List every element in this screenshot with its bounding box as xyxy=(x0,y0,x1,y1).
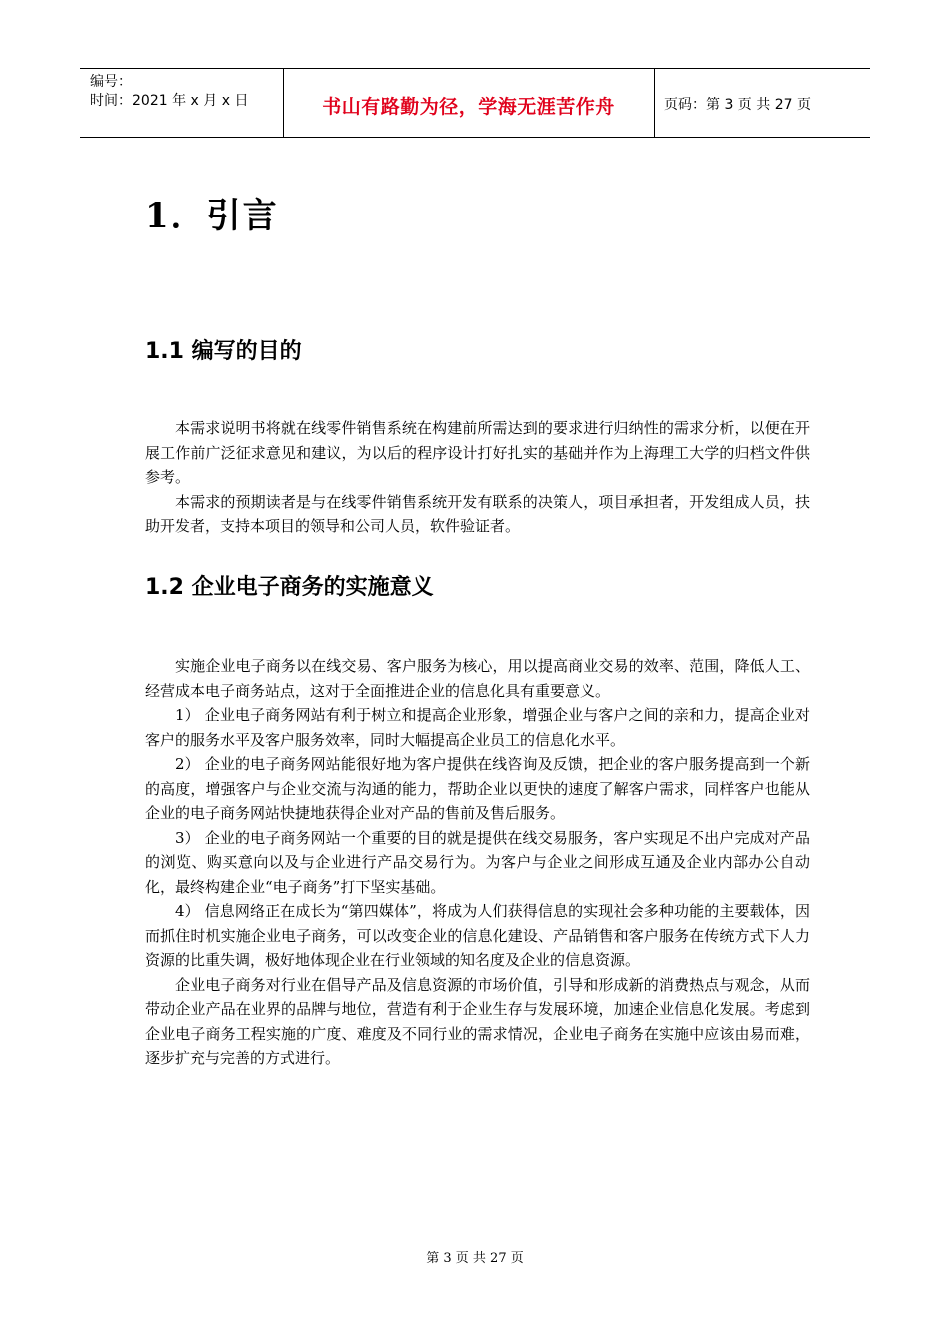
paragraph: 企业电子商务对行业在倡导产品及信息资源的市场价值，引导和形成新的消费热点与观念，从而带动企业产品在业界的品牌与地位，营造有利于企业生存与发展环境，加速企业信息化发展。考虑到企业电子商务工程实施的广度、难度及不同行业的需求情况，企业电子商务在实施中应该由易而难，逐步扩充与完善的方式进行。 xyxy=(145,975,810,1067)
paragraph: 实施企业电子商务以在线交易、客户服务为核心，用以提高商业交易的效率、范围，降低人工、经营成本电子商务站点，这对于全面推进企业的信息化具有重要意义。 xyxy=(145,657,810,700)
list-item: 2） 企业的电子商务网站能很好地为客户提供在线咨询及反馈，把企业的客户服务提高到一个新的高度，增强客户与企业交流与沟通的能力，帮助企业以更快的速度了解客户需求，同样客户也能从企业的电子商务网站快捷地获得企业对产品的售前及售后服务。 xyxy=(145,755,810,822)
section-heading-1-2: 1.2 企业电子商务的实施意义 xyxy=(145,575,434,600)
header-meta-cell xyxy=(80,69,284,137)
list-item: 1） 企业电子商务网站有利于树立和提高企业形象，增强企业与客户之间的亲和力，提高企业对客户的服务水平及客户服务效率，同时大幅提高企业员工的信息化水平。 xyxy=(145,706,810,749)
chapter-title: 1．引言 xyxy=(145,196,279,236)
section-body-1-1 xyxy=(145,416,810,539)
section-body-1-2 xyxy=(145,654,810,1071)
header-motto-cell xyxy=(283,69,655,137)
motto-text: 书山有路勤为径，学海无涯苦作舟 xyxy=(322,96,615,118)
paragraph: 本需求说明书将就在线零件销售系统在构建前所需达到的要求进行归纳性的需求分析，以便在开展工作前广泛征求意见和建议，为以后的程序设计打好扎实的基础并作为上海理工大学的归档文件供参考。 xyxy=(145,419,810,486)
page-footer: 第 3 页 共 27 页 xyxy=(426,1251,524,1266)
number-label: 编号： xyxy=(90,74,132,90)
time-label: 时间：2021 年 x 月 x 日 xyxy=(90,93,249,109)
list-item: 4） 信息网络正在成长为“第四媒体”，将成为人们获得信息的实现社会多种功能的主要载体，因而抓住时机实施企业电子商务，可以改变企业的信息化建设、产品销售和客户服务在传统方式下人力资源的比重失调，极好地体现企业在行业领域的知名度及企业的信息资源。 xyxy=(145,902,810,969)
section-heading-1-1: 1.1 编写的目的 xyxy=(145,339,302,364)
list-item: 3） 企业的电子商务网站一个重要的目的就是提供在线交易服务，客户实现足不出户完成对产品的浏览、购买意向以及与企业进行产品交易行为。为客户与企业之间形成互通及企业内部办公自动化，最终构建企业“电子商务”打下坚实基础。 xyxy=(145,828,810,896)
page-header xyxy=(80,68,870,138)
paragraph: 本需求的预期读者是与在线零件销售系统开发有联系的决策人，项目承担者，开发组成人员，扶助开发者，支持本项目的领导和公司人员，软件验证者。 xyxy=(145,492,810,535)
page-info: 页码：第 3 页 共 27 页 xyxy=(664,97,811,113)
header-page-cell xyxy=(654,69,870,137)
